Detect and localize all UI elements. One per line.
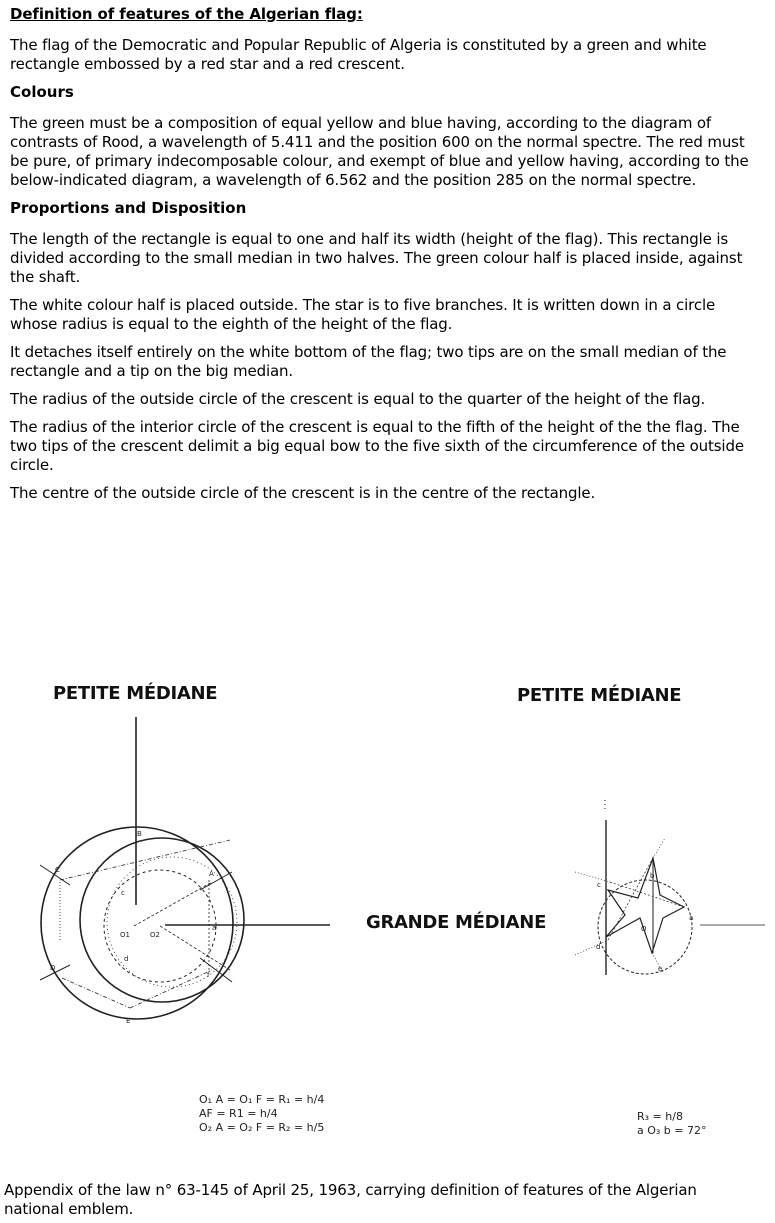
construction-line (610, 882, 684, 907)
document-title: Definition of features of the Algerian flag: (10, 5, 363, 23)
proportions-paragraph: The radius of the outside circle of the crescent is equal to the quarter of the height of the flag. (10, 390, 706, 408)
point-label-a-small: a (212, 924, 217, 932)
document-body (10, 0, 750, 503)
formula-line: R₃ = h/8 (637, 1110, 683, 1123)
point-label-c-small: c (121, 889, 125, 897)
formula-line: AF = R1 = h/4 (199, 1107, 278, 1120)
proportions-paragraph: It detaches itself entirely on the white bottom of the flag; two tips are on the small median of the rectangle and a tip on the big median. (10, 343, 727, 380)
point-label-d-small: d (124, 955, 129, 963)
star-point-labels (596, 872, 693, 973)
intro-paragraph: The flag of the Democratic and Popular Republic of Algeria is constituted by a green and white rectangle embossed by a red star and a red crescent. (10, 36, 707, 73)
appendix-caption: Appendix of the law n° 63-145 of April 25, 1963, carrying definition of features of the Algerian national emblem. (4, 1181, 697, 1218)
point-label-e-star: e (658, 965, 663, 973)
construction-line (653, 838, 665, 858)
point-label-a: A (209, 870, 214, 878)
formulas-left (199, 1093, 324, 1135)
crescent-dotted-circle (107, 857, 237, 987)
point-label-d: D (50, 964, 56, 972)
point-label-c: C (55, 866, 60, 874)
point-label-d-star: d (596, 943, 601, 951)
colours-paragraph: The green must be a composition of equal yellow and blue having, according to the diagram of contrasts of Rood, a wavelength of 5.411 and the position 600 on the normal spectre. The red must be pure, of primary indecomposable colour, and exempt of blue and yellow having, according to the below-indicated diagram, a wavelength of 6.562 and the position 285 on the normal spectre. (10, 114, 749, 189)
star-construction (575, 800, 765, 975)
label-petite-mediane-right: PETITE MÉDIANE (517, 685, 682, 706)
construction-line (60, 840, 230, 880)
formula-line: O₂ A = O₂ F = R₂ = h/5 (199, 1121, 325, 1134)
tick-mark (200, 872, 232, 890)
section-heading-colours: Colours (10, 83, 74, 101)
point-label-o2: O2 (150, 931, 160, 939)
formula-line: O₁ A = O₁ F = R₁ = h/4 (199, 1093, 325, 1106)
label-petite-mediane-left: PETITE MÉDIANE (53, 683, 218, 704)
flag-construction-diagram (0, 650, 775, 1160)
construction-line (575, 872, 610, 882)
section-heading-proportions: Proportions and Disposition (10, 199, 247, 217)
point-label-a-star: a (689, 914, 694, 922)
label-grande-mediane: GRANDE MÉDIANE (366, 912, 547, 933)
crescent-construction (40, 717, 330, 1019)
proportions-paragraph: The white colour half is placed outside. The star is to five branches. It is written down in a circle whose radius is equal to the eighth of the height of the flag. (10, 296, 716, 333)
formulas-right (637, 1110, 707, 1138)
proportions-paragraph: The radius of the interior circle of the crescent is equal to the fifth of the height of the the flag. The two tips of the crescent delimit a big equal bow to the five sixth of the circumference of the outside circle. (10, 418, 744, 474)
proportions-paragraph: The length of the rectangle is equal to one and half its width (height of the flag). This rectangle is divided according to the small median in two halves. The green colour half is placed inside, against the shaft. (10, 230, 743, 286)
point-label-f: f (207, 971, 210, 979)
point-label-o-star: O (641, 925, 647, 933)
proportions-paragraph: The centre of the outside circle of the crescent is in the centre of the rectangle. (10, 484, 596, 502)
point-label-e: E (126, 1017, 131, 1025)
point-label-b-star: b (650, 872, 655, 880)
point-label-o1: O1 (120, 931, 130, 939)
construction-drawing (0, 650, 775, 1160)
point-label-c-star: c (597, 881, 601, 889)
point-label-b: B (137, 830, 142, 838)
construction-line (134, 882, 212, 926)
construction-line (160, 926, 230, 970)
formula-line: a O₃ b = 72° (637, 1124, 707, 1137)
